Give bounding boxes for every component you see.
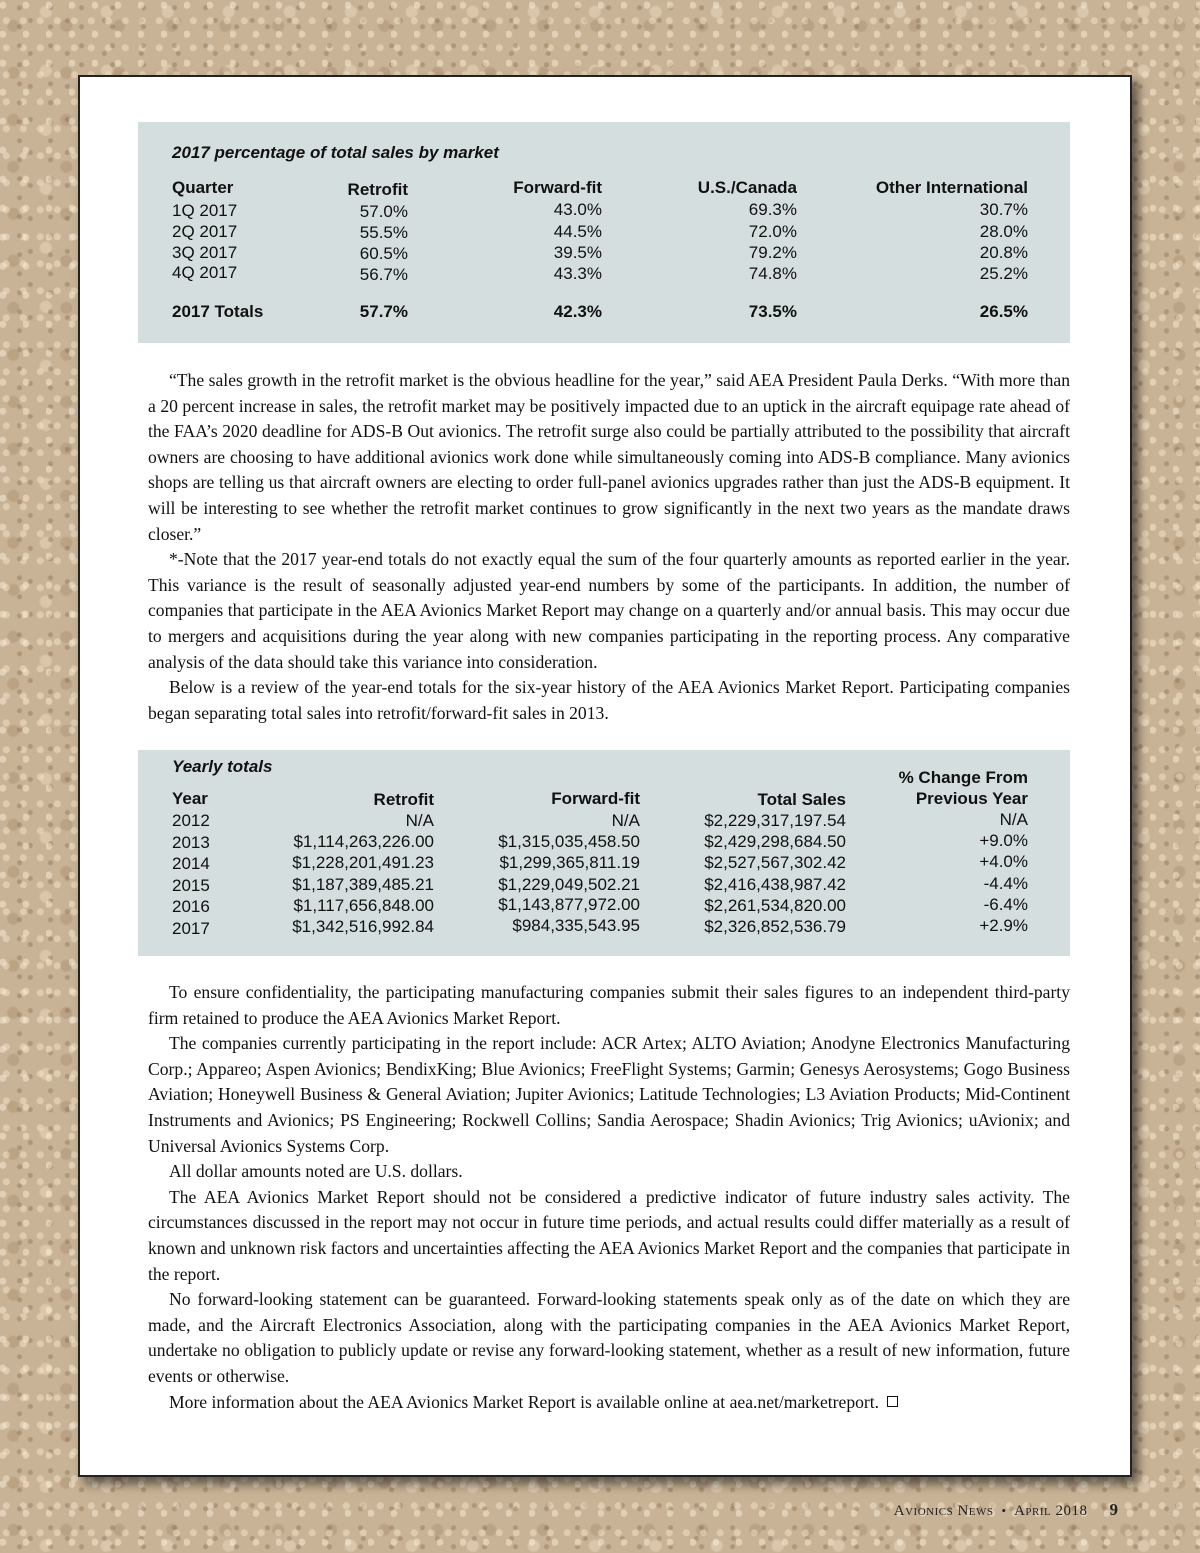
table-cell: $1,228,201,491.23 [292,853,434,872]
yearly-totals-table [138,750,1070,956]
table-cell: 25.2% [979,264,1028,283]
table-cell: 60.5% [359,244,408,263]
table-cell: N/A [405,811,434,830]
table-cell: $1,229,049,502.21 [498,875,640,894]
table-cell: +2.9% [979,916,1028,935]
table-cell: $2,326,852,536.79 [704,917,846,936]
table-cell: 1Q 2017 [172,201,238,220]
column-header-other-international: Other International [875,178,1028,197]
paragraph: To ensure confidentiality, the participating manufacturing companies submit their sales figures to an independent third-party firm retained to produce the AEA Avionics Market Report. [148,982,1070,1028]
table-cell: 3Q 2017 [172,243,238,262]
page-footer [894,1500,1118,1520]
table-cell: 2013 [172,833,210,852]
paragraph: No forward-looking statement can be guaranteed. Forward-looking statements speak only as of the date on which they are made, and the Aircraft Electronics Association, along with the participating companies in the AEA Avionics Market Report, undertake no obligation to publicly update or revise any forward-looking statement, whether as a result of new information, future events or otherwise. [148,1289,1070,1386]
column-header-forward-fit: Forward-fit [513,178,602,197]
table-cell: 72.0% [748,222,797,241]
issue-date: April 2018 [1014,1503,1088,1519]
table-cell: $2,261,534,820.00 [704,896,846,915]
table-cell: +4.0% [979,852,1028,871]
column-header-forward-fit: Forward-fit [551,789,640,808]
column-header-pct-change: % Change From [898,768,1028,787]
table-cell: $1,342,516,992.84 [292,917,434,936]
table-cell: $984,335,543.95 [512,916,640,935]
table-cell: $1,143,877,972.00 [498,895,640,914]
table-cell: 56.7% [359,265,408,284]
article-page [78,75,1132,1477]
table-caption: 2017 percentage of total sales by market [172,143,499,162]
column-header-year: Year [172,789,208,808]
table-cell: -6.4% [983,895,1028,914]
table-cell: $2,229,317,197.54 [704,811,846,830]
column-header-retrofit: Retrofit [373,790,434,809]
column-header-retrofit: Retrofit [347,180,408,199]
table-cell: N/A [611,811,640,830]
paragraph: The companies currently participating in the report include: ACR Artex; ALTO Aviation; Anodyne Electronics Manufacturing Corp.; Appareo; Aspen Avionics; BendixKing; Blue Avionics; FreeFlight Systems; Garmin; Genesys Aerosystems; Gogo Business Aviation; Honeywell Business & General Aviation; Jupiter Avionics; Latitude Technologies; L3 Aviation Products; Mid-Continent Instruments and Avionics; PS Engineering; Rockwell Collins; Sandia Aerospace; Shadin Avionics; Trig Avionics; uAvionix; and Universal Avionics Systems Corp. [148,1033,1070,1156]
market-share-table [138,122,1070,343]
totals-cell: 26.5% [979,302,1028,321]
table-cell: 2017 [172,919,210,938]
table-cell: 2014 [172,854,210,873]
table-cell: 55.5% [359,223,408,242]
column-header-total-sales: Total Sales [757,790,846,809]
table-cell: $2,416,438,987.42 [704,875,846,894]
paragraph: All dollar amounts noted are U.S. dollars. [169,1161,463,1182]
totals-cell: 42.3% [553,302,602,321]
table-cell: 69.3% [748,200,797,219]
paragraph: The AEA Avionics Market Report should not be considered a predictive indicator of future industry sales activity. The circumstances discussed in the report may not occur in future time periods, and actual results could differ materially as a result of known and unknown risk factors and uncertainties affecting the AEA Avionics Market Report and the companies that participate in the report. [148,1186,1070,1284]
table-cell: N/A [999,810,1028,829]
end-mark-icon [887,1396,898,1407]
footer-bullet: • [1001,1503,1007,1518]
table-cell: 28.0% [979,222,1028,241]
table-cell: $1,187,389,485.21 [292,875,434,894]
table-cell: $1,299,365,811.19 [499,853,640,872]
page-number: 9 [1109,1500,1118,1519]
table-cell: 39.5% [553,243,602,262]
totals-cell: 57.7% [359,302,408,321]
table-caption: Yearly totals [172,757,273,776]
article-body-top [148,368,1070,726]
column-header-quarter: Quarter [172,178,234,197]
paragraph: *-Note that the 2017 year-end totals do not exactly equal the sum of the four quarterly amounts as reported earlier in the year. This variance is the result of seasonally adjusted year-end numbers by some of the participants. In addition, the number of companies that participate in the AEA Avionics Market Report may change on a quarterly and/or annual basis. This may occur due to mergers and acquisitions during the year along with new companies participating in the reporting process. Any comparative analysis of the data should take this variance into consideration. [148,549,1070,672]
table-cell: 20.8% [979,243,1028,262]
totals-row-label: 2017 Totals [172,302,264,321]
closing-sentence: More information about the AEA Avionics Market Report is available online at aea.net/marketreport. [169,1391,880,1412]
table-cell: 4Q 2017 [172,263,238,282]
table-cell: 2012 [172,811,210,830]
table-cell: $1,117,656,848.00 [293,896,434,915]
table-cell: 2016 [172,897,210,916]
table-cell: 43.3% [553,264,602,283]
table-cell: -4.4% [983,874,1028,893]
paragraph-last [148,1390,1070,1416]
table-cell: 57.0% [359,202,408,221]
table-cell: $2,429,298,684.50 [704,832,846,851]
table-cell: $2,527,567,302.42 [704,853,846,872]
table-cell: 44.5% [553,222,602,241]
column-header-us-canada: U.S./Canada [697,178,797,197]
totals-cell: 73.5% [748,302,797,321]
table-cell: $1,114,263,226.00 [293,832,434,851]
table-cell: 43.0% [553,200,602,219]
table-cell: 74.8% [748,264,797,283]
table-cell: 79.2% [748,243,797,262]
table-cell: 2Q 2017 [172,222,238,241]
column-header-previous-year: Previous Year [915,789,1028,808]
paragraph: “The sales growth in the retrofit market is the obvious headline for the year,” said AEA President Paula Derks. “With more than a 20 percent increase in sales, the retrofit market may be positively impacted due to an uptick in the aircraft equipage rate ahead of the FAA’s 2020 deadline for ADS-B Out avionics. The retrofit surge also could be partially attributed to the possibility that aircraft owners are choosing to have additional avionics work done while simultaneously coming into ADS-B compliance. Many avionics shops are telling us that aircraft owners are electing to order full-panel avionics upgrades rather than just the ADS-B equipment. It will be interesting to see whether the retrofit market continues to grow significantly in the next two years as the mandate draws closer.” [148,370,1070,544]
paragraph: Below is a review of the year-end totals for the six-year history of the AEA Avionics Market Report. Participating companies began separating total sales into retrofit/forward-fit sales in 2013. [148,677,1070,723]
magazine-name: Avionics News [893,1503,994,1519]
table-cell: 2015 [172,876,210,895]
article-body-bottom [148,980,1070,1415]
table-cell: +9.0% [979,831,1028,850]
table-cell: 30.7% [979,200,1028,219]
table-cell: $1,315,035,458.50 [498,832,640,851]
